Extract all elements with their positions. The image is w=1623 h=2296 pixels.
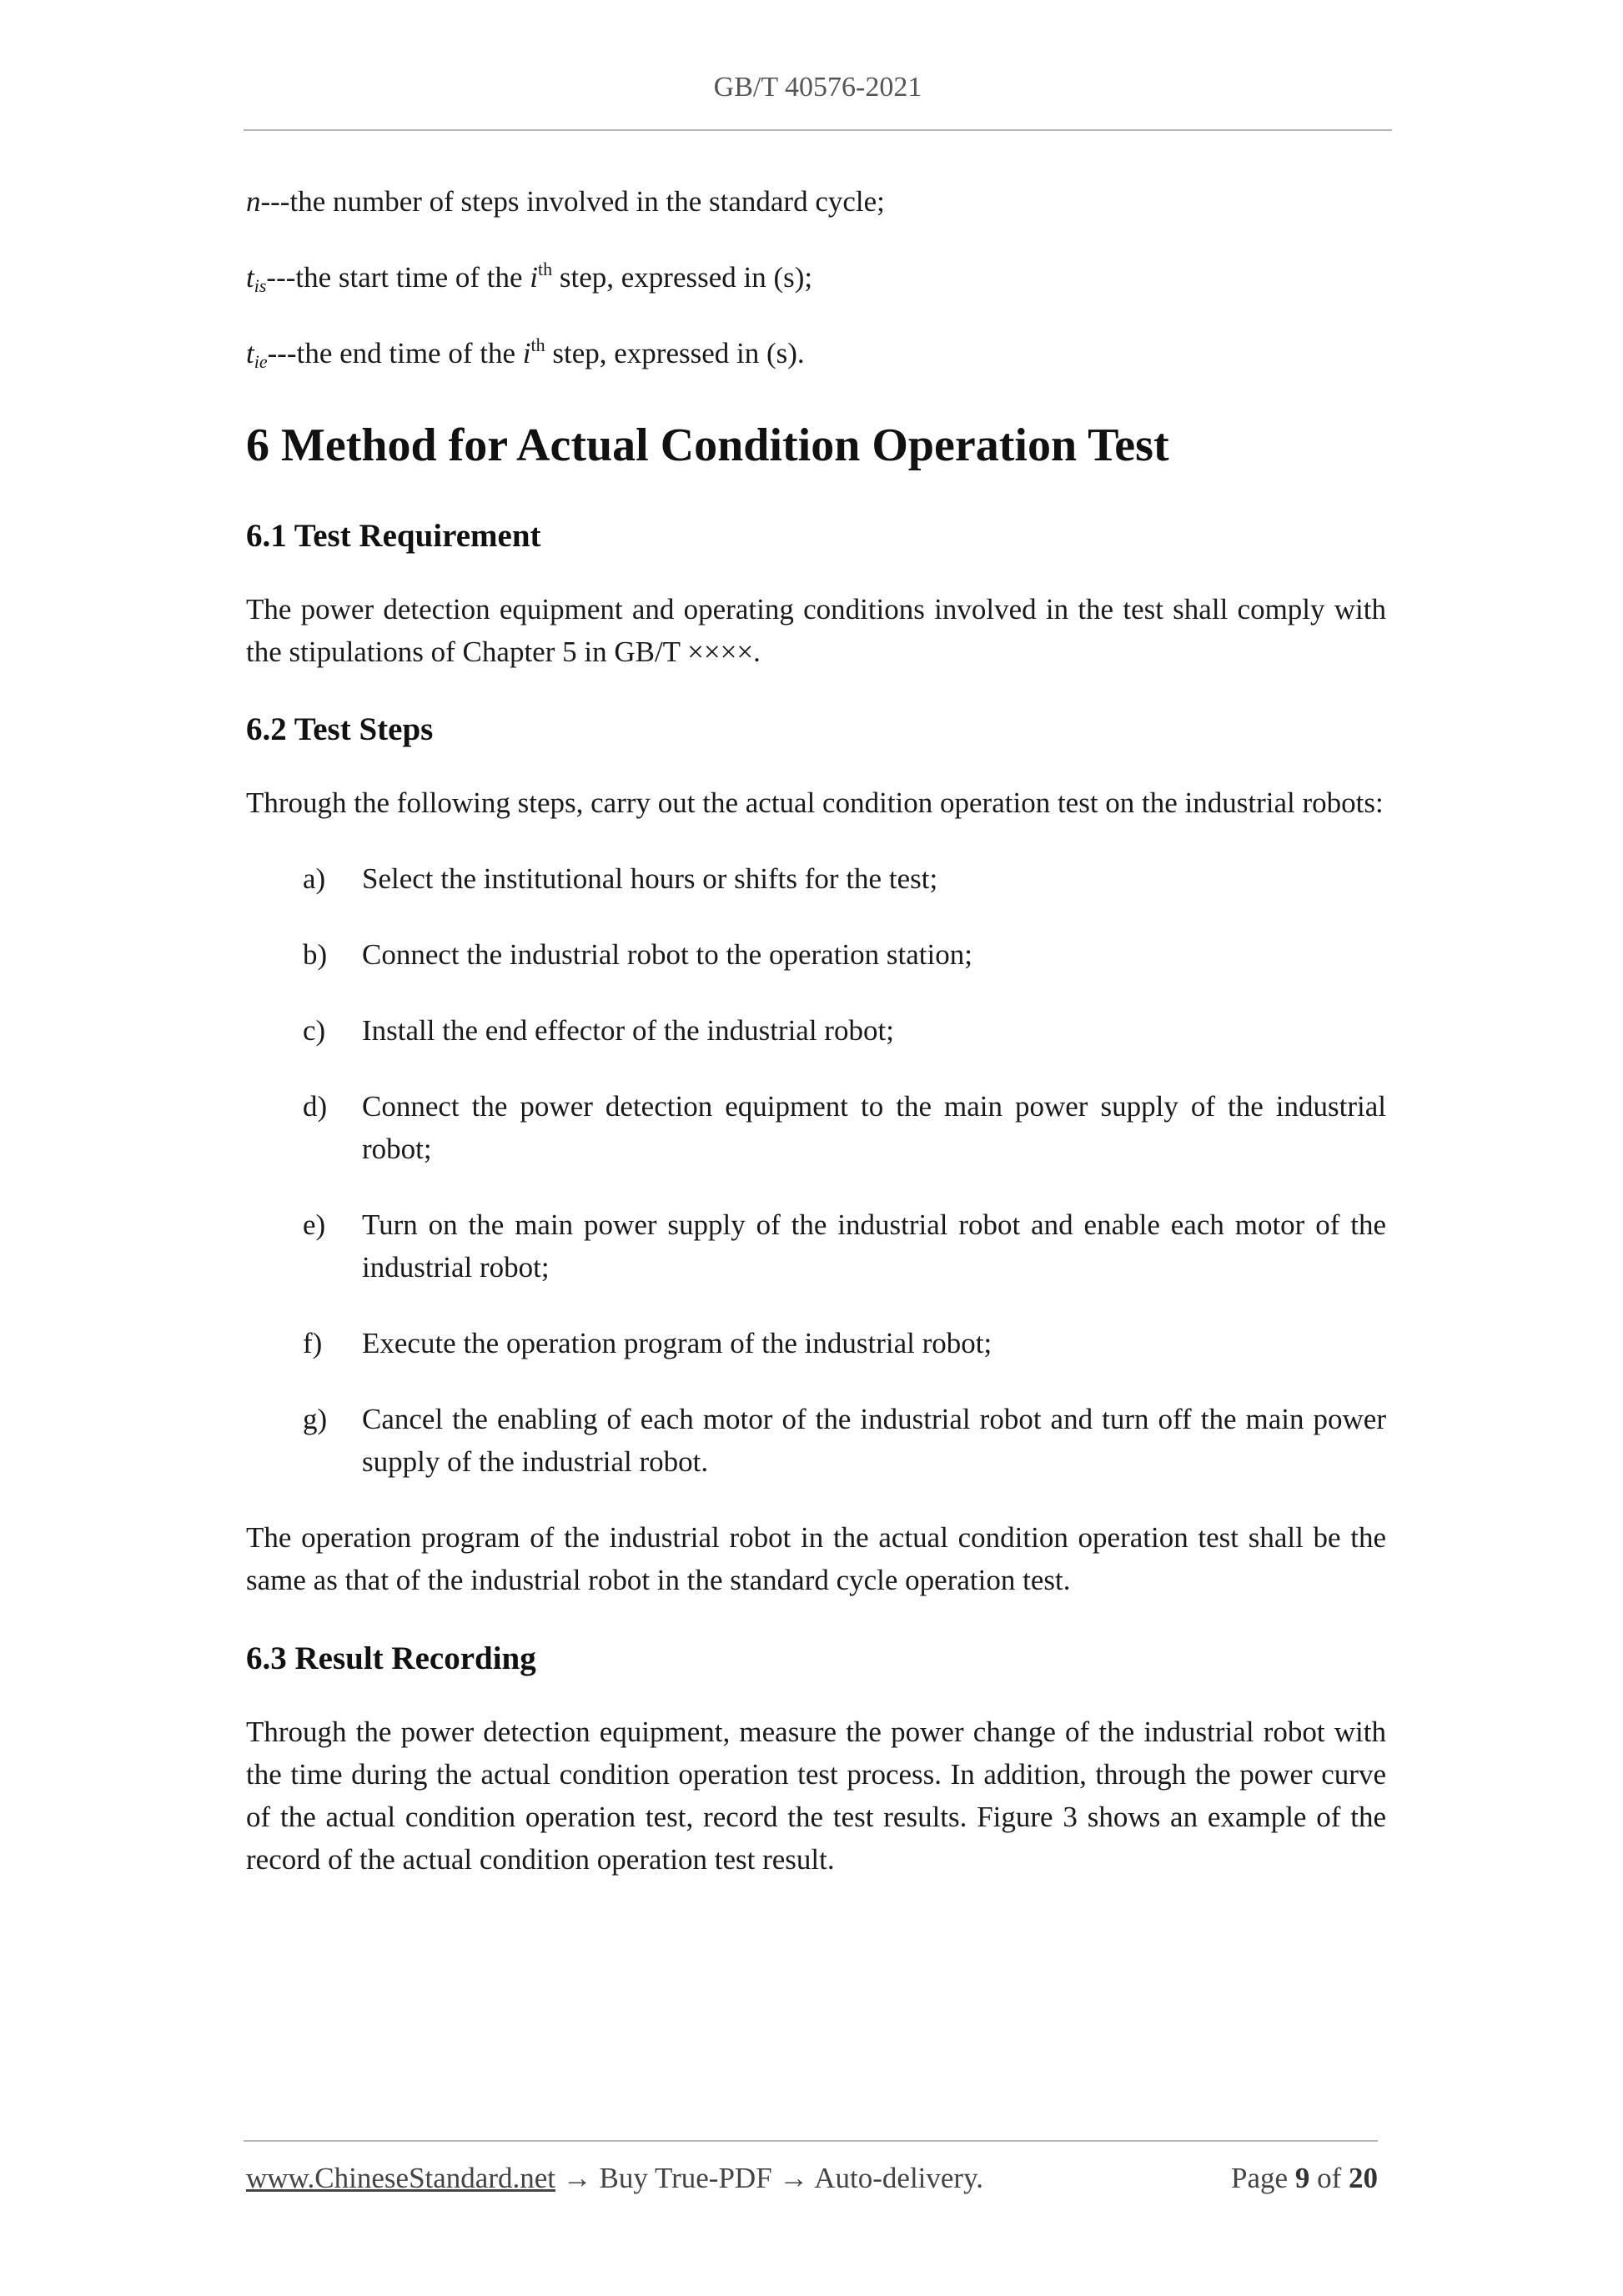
list-item	[246, 857, 1386, 900]
list-marker: b)	[303, 938, 328, 971]
definition-text-tail: step, expressed in (s);	[552, 261, 813, 294]
list-item	[246, 1322, 1386, 1364]
list-marker: e)	[303, 1208, 326, 1241]
page-current: 9	[1294, 2162, 1310, 2194]
list-marker: c)	[303, 1014, 326, 1047]
page-of-label: of	[1317, 2162, 1342, 2194]
page-label: Page	[1231, 2162, 1289, 2194]
arrow-icon: →	[779, 2162, 809, 2194]
arrow-icon: →	[562, 2162, 592, 2194]
section-6-1-heading: 6.1 Test Requirement	[246, 518, 541, 554]
section-6-2-outro: The operation program of the industrial robot in the actual condition operation test shall be the same as that of the industrial robot in the standard cycle operation test.	[246, 1521, 1386, 1596]
list-item-text: Select the institutional hours or shifts for the test;	[362, 862, 938, 895]
definition-text: ---the end time of the	[267, 337, 523, 369]
definition-ordinal: th	[538, 259, 553, 279]
delivery-text: Auto-delivery.	[814, 2162, 984, 2194]
section-6-3-heading: 6.3 Result Recording	[246, 1640, 536, 1676]
list-item-text: Cancel the enabling of each motor of the industrial robot and turn off the main power supply of the industrial robot.	[362, 1403, 1386, 1478]
list-marker: a)	[303, 862, 326, 895]
list-marker: g)	[303, 1403, 328, 1435]
page-content	[246, 180, 1386, 1881]
test-steps-list	[246, 857, 1386, 1483]
list-item	[246, 1085, 1386, 1170]
section-6-3-text: Through the power detection equipment, measure the power change of the industrial robot with the time during the actual condition operation test process. In addition, through the power curve of the actual condition operation test, record the test results. Figure 3 shows an example of the record of the actual condition operation test result.	[246, 1716, 1386, 1876]
definition-n	[246, 180, 1386, 223]
list-item-text: Connect the industrial robot to the operation station;	[362, 938, 972, 971]
list-item-text: Turn on the main power supply of the industrial robot and enable each motor of the industrial robot;	[362, 1208, 1386, 1284]
page-number	[1231, 2162, 1378, 2195]
document-header: GB/T 40576-2021	[713, 72, 922, 103]
header-divider	[244, 129, 1392, 131]
section-6-1-text: The power detection equipment and operating conditions involved in the test shall comply with the stipulations of Chapter 5 in GB/T ××××.	[246, 593, 1386, 668]
site-link[interactable]: www.ChineseStandard.net	[246, 2162, 555, 2194]
list-item-text: Connect the power detection equipment to the main power supply of the industrial robot;	[362, 1090, 1386, 1165]
footer-promo	[246, 2162, 983, 2195]
footer-divider	[244, 2140, 1378, 2142]
definition-text: ---the start time of the	[266, 261, 530, 294]
definition-index-var: i	[522, 337, 531, 369]
list-item	[246, 1203, 1386, 1289]
definition-symbol: $t_{is}$	[246, 261, 267, 296]
list-item	[246, 1009, 1386, 1052]
definition-symbol: $t_{ie}$	[246, 337, 268, 372]
definition-text: ---the number of steps involved in the standard cycle;	[260, 185, 885, 218]
definition-tie	[246, 332, 1386, 374]
list-item	[246, 933, 1386, 976]
definition-ordinal: th	[530, 334, 545, 355]
definition-symbol: n	[246, 185, 261, 218]
list-item	[246, 1398, 1386, 1483]
list-item-text: Install the end effector of the industrial robot;	[362, 1014, 894, 1047]
list-marker: d)	[303, 1090, 328, 1123]
section-6-2-heading: 6.2 Test Steps	[246, 711, 434, 747]
definition-index-var: i	[530, 261, 539, 294]
section-6-title: 6 Method for Actual Condition Operation Test	[246, 420, 1169, 471]
list-marker: f)	[303, 1327, 323, 1359]
section-6-2-intro: Through the following steps, carry out the actual condition operation test on the industrial robots:	[246, 786, 1384, 819]
page-total: 20	[1349, 2162, 1378, 2194]
buy-text: Buy True-PDF	[599, 2162, 772, 2194]
list-item-text: Execute the operation program of the industrial robot;	[362, 1327, 992, 1359]
definition-text-tail: step, expressed in (s).	[545, 337, 805, 369]
definition-tis	[246, 256, 1386, 299]
